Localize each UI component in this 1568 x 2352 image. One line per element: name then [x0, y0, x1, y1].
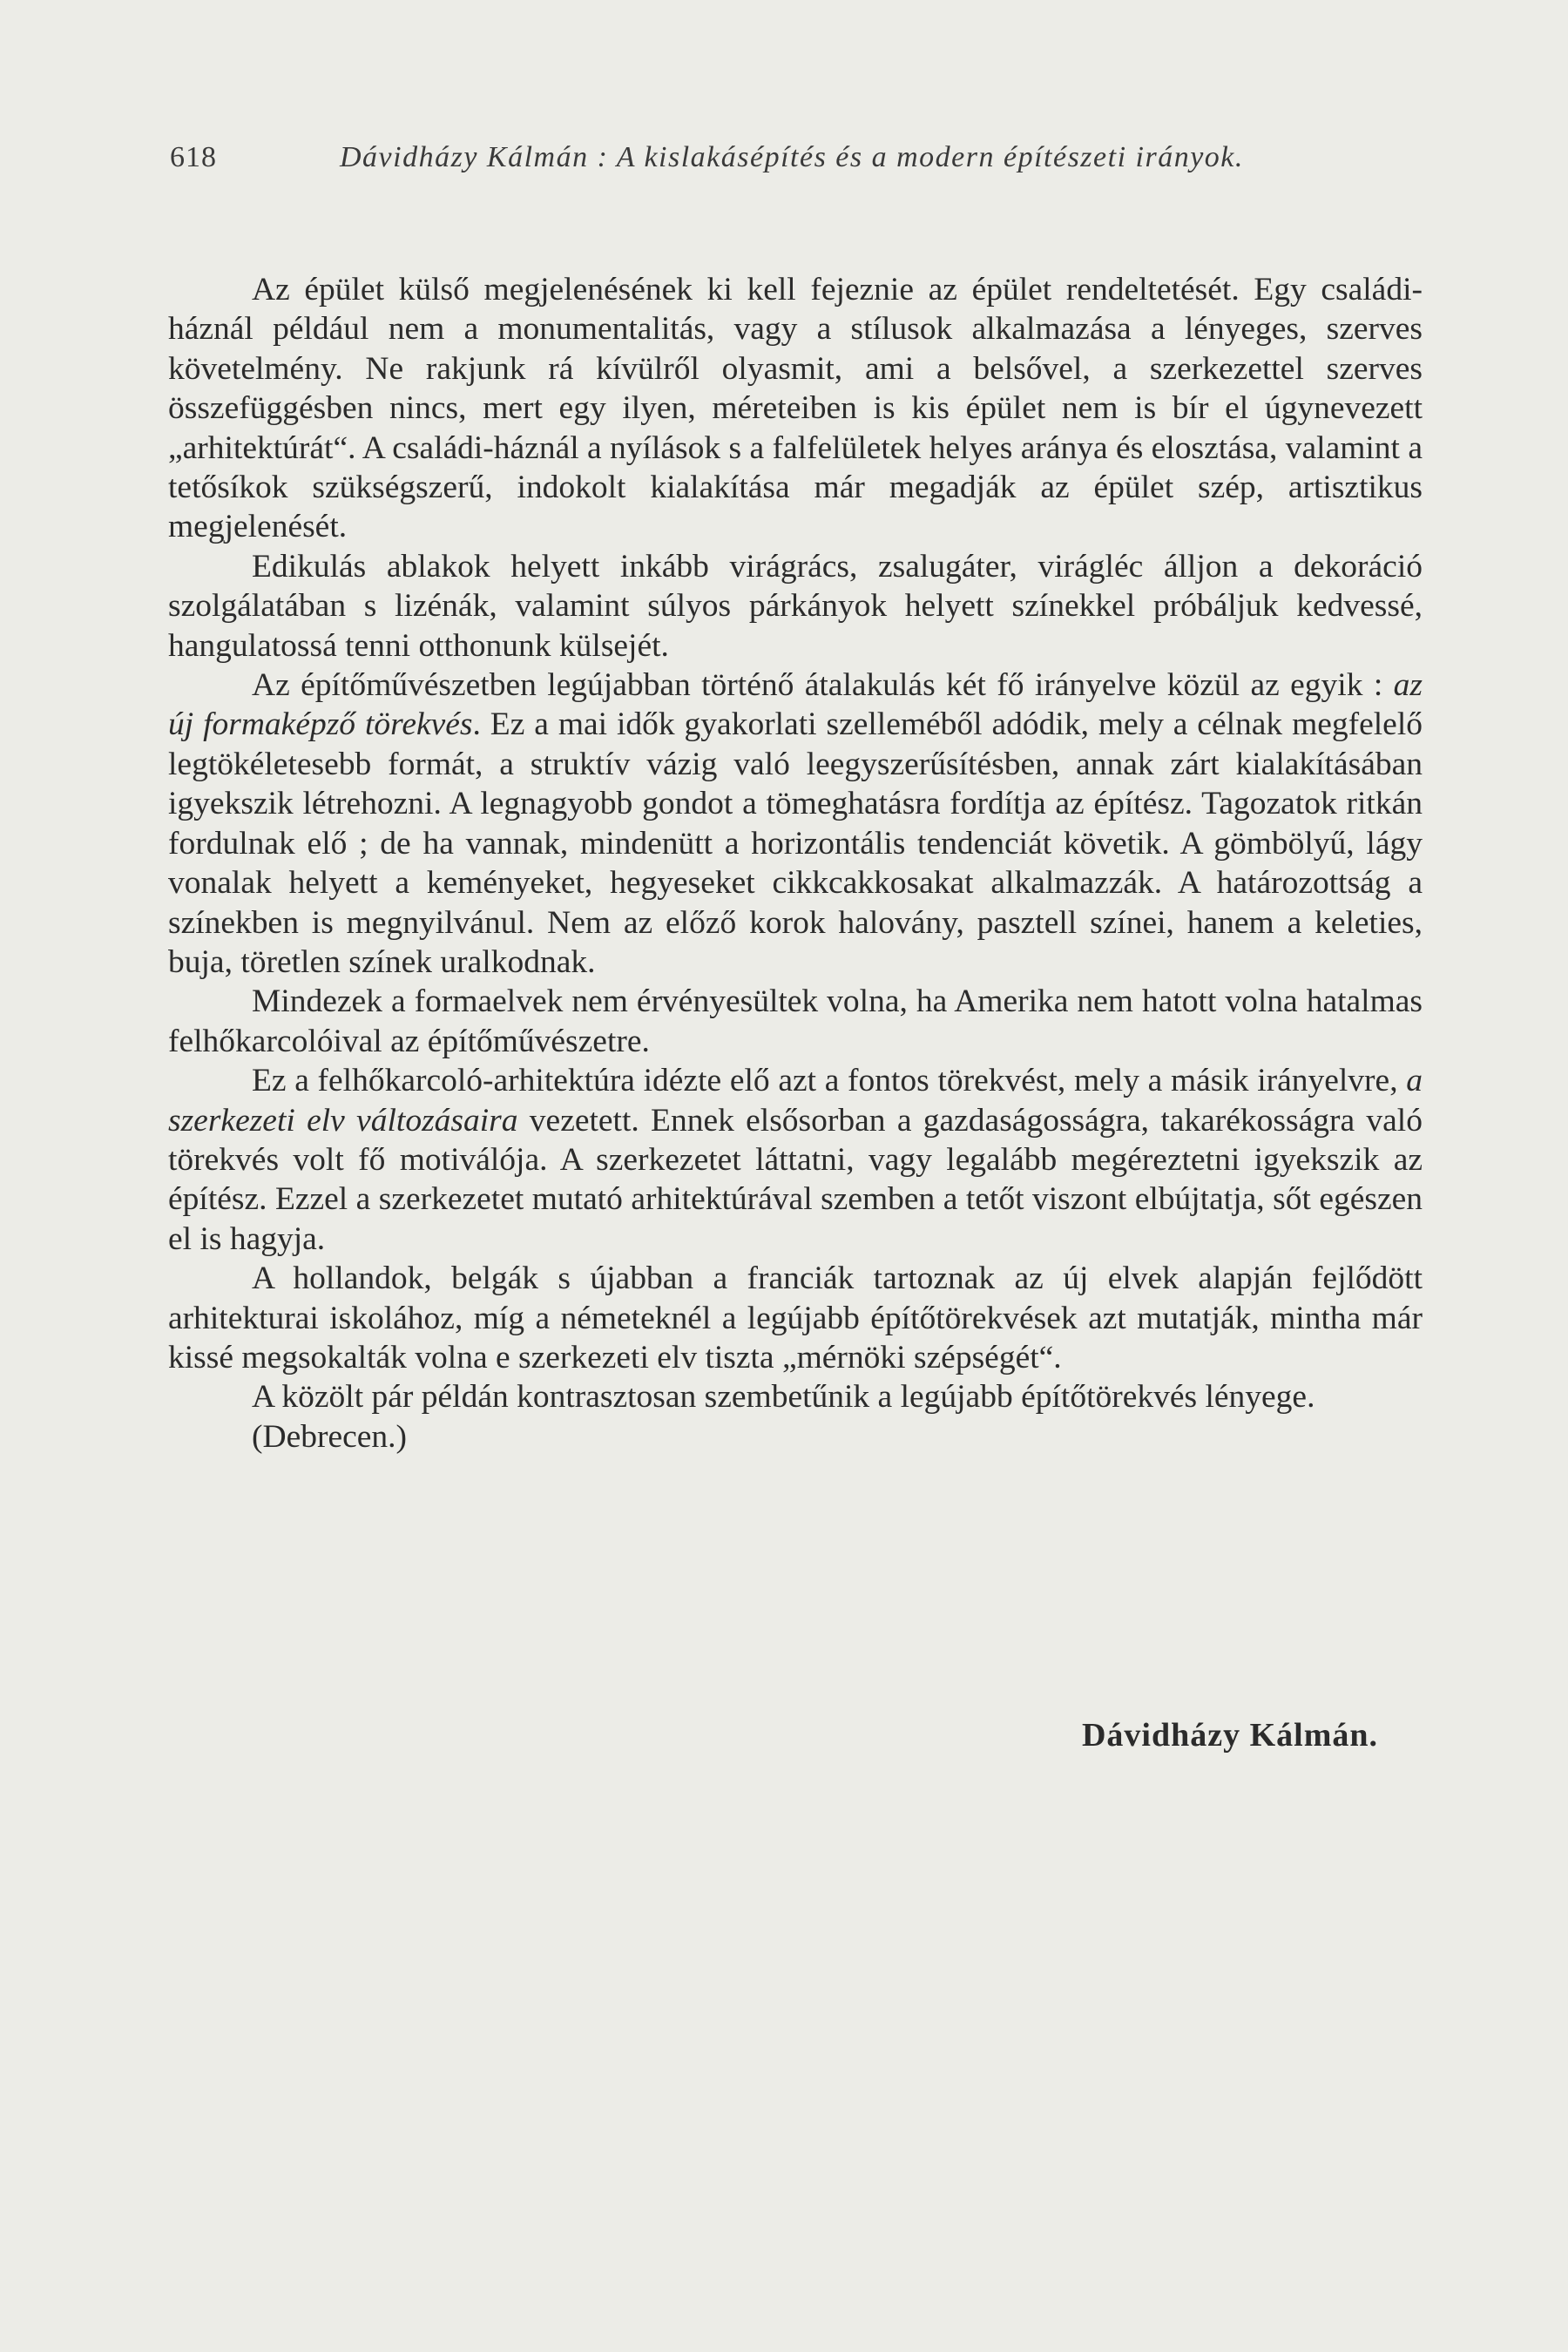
paragraph: A közölt pár példán kontrasztosan szembetűnik a legújabb építőtörekvés lényege.	[252, 1379, 1315, 1416]
author-signature: Dávidházy Kálmán.	[1081, 1717, 1378, 1754]
page-number: 618	[170, 141, 217, 173]
running-title: Dávidházy Kálmán : A kislakásépítés és a modern építészeti irányok.	[340, 141, 1244, 173]
emphasis: a szerkezeti elv változásaira	[168, 1063, 1423, 1139]
paragraph: A hollandok, belgák s újabban a franciák tartoznak az új elvek alapján fejlődött arhitekturai iskolához, míg a németeknél a legújabb építőtörekvések azt mutatják, mintha már kissé megsokalták volna e szerkezeti elv tiszta „mérnöki szépségét“.	[168, 1260, 1423, 1375]
emphasis: az új formaképző törekvés	[168, 667, 1423, 743]
paragraph: Az épület külső megjelenésének ki kell fejeznie az épület rendeltetését. Egy családi-háznál például nem a monumentalitás, vagy a stílusok alkalmazása a lényeges, szerves követelmény. Ne rakjunk rá kívülről olyasmit, ami a belsővel, a szerkezettel szerves összefüggésben nincs, mert egy ilyen, méreteiben is kis épület nem is bír el úgynevezett „arhitektúrát“. A családi-háznál a nyílások s a falfelületek helyes aránya és elosztása, valamint a tetősíkok szükségszerű, indokolt kialakítása már megadják az épület szép, artisztikus megjelenését.	[168, 272, 1423, 545]
running-header	[170, 141, 1424, 185]
paragraph: Az építőművészetben legújabban történő átalakulás két fő irányelve közül az egyik : az új formaképző törekvés. Ez a mai idők gyakorlati szelleméből adódik, mely a célnak megfelelő legtökéletesebb formát, a struktív vázig való leegyszerűsítésben, annak zárt kialakításában igyekszik létrehozni. A legnagyobb gondot a tömeghatásra fordítja az építész. Tagozatok ritkán fordulnak elő ; de ha vannak, mindenütt a horizontális tendenciát követik. A gömbölyű, lágy vonalak helyett a keményeket, hegyeseket cikkcakkosakat alkalmazzák. A határozottság a színekben is megnyilvánul. Nem az előző korok halovány, pasztell színei, hanem a keleties, buja, töretlen színek uralkodnak.	[168, 667, 1423, 980]
article-body	[168, 270, 1423, 1456]
paragraph: Ez a felhőkarcoló-arhitektúra idézte elő azt a fontos törekvést, mely a másik irányelvre, a szerkezeti elv változásaira vezetett. Ennek elsősorban a gazdaságosságra, takarékosságra való törekvés volt fő motiválója. A szerkezetet láttatni, vagy legalább megéreztetni igyekszik az építész. Ezzel a szerkezetet mutató arhitektúrával szemben a tetőt viszont elbújtatja, sőt egészen el is hagyja.	[168, 1063, 1423, 1257]
paragraph: Edikulás ablakok helyett inkább virágrács, zsalugáter, virágléc álljon a dekoráció szolgálatában s lizénák, valamint súlyos párkányok helyett színekkel próbáljuk kedvessé, hangulatossá tenni otthonunk külsejét.	[168, 548, 1423, 664]
paragraph: Mindezek a formaelvek nem érvényesültek volna, ha Amerika nem hatott volna hatalmas felhőkarcolóival az építőművészetre.	[168, 983, 1423, 1059]
place-note: (Debrecen.)	[252, 1418, 407, 1455]
